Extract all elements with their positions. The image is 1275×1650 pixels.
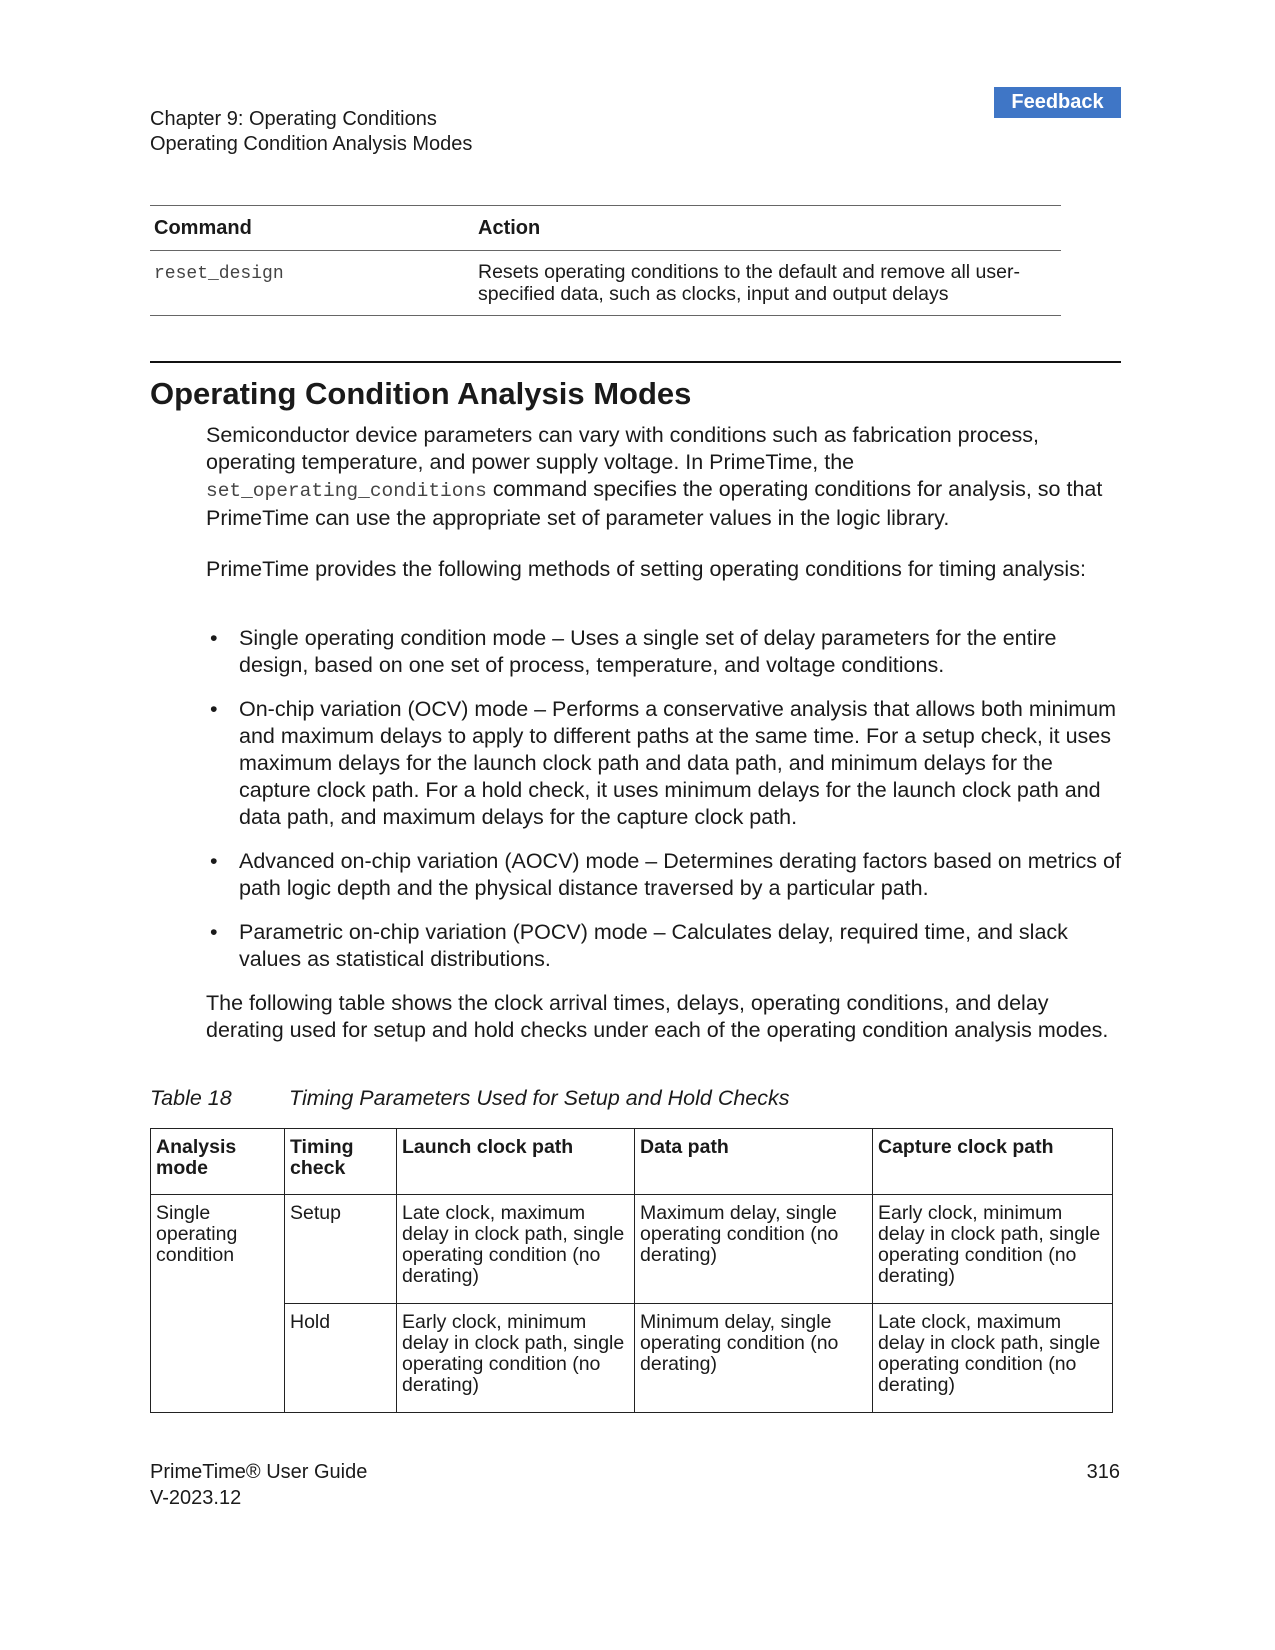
command-table-header-row xyxy=(150,206,1061,251)
table-row xyxy=(150,251,1061,316)
column-header-command: Command xyxy=(150,206,474,251)
table-caption xyxy=(150,1086,790,1111)
launch-clock-cell: Late clock, maximum delay in clock path, single operating condition (no derating) xyxy=(397,1195,635,1304)
table-intro: The following table shows the clock arrival times, delays, operating conditions, and delay derating used for setup and hold checks under each of the operating condition analysis modes. xyxy=(206,991,1109,1042)
table-row xyxy=(151,1304,1113,1413)
table-number: Table 18 xyxy=(150,1086,232,1110)
analysis-mode-cell: Single operating condition xyxy=(151,1195,285,1413)
table-title: Timing Parameters Used for Setup and Hold Checks xyxy=(289,1086,790,1110)
timing-parameters-table xyxy=(150,1128,1113,1413)
column-header-action: Action xyxy=(474,206,1061,251)
section-divider xyxy=(150,361,1121,363)
timing-check-cell: Setup xyxy=(285,1195,397,1304)
list-item: • On-chip variation (OCV) mode – Performs a conservative analysis that allows both minimum and maximum delays to apply to different paths at the same time. For a setup check, it uses maximum delays for the launch clock path and data path, and minimum delays for the capture clock path. For a hold check, it uses minimum delays for the launch clock path and data path, and maximum delays for the capture clock path. xyxy=(206,696,1126,831)
command-code: reset_design xyxy=(154,264,284,284)
command-cell xyxy=(150,251,474,316)
column-header-analysis-mode: Analysis mode xyxy=(151,1129,285,1195)
timing-check-cell: Hold xyxy=(285,1304,397,1413)
column-header-capture-clock-path: Capture clock path xyxy=(873,1129,1113,1195)
column-header-launch-clock-path: Launch clock path xyxy=(397,1129,635,1195)
timing-table-header-row xyxy=(151,1129,1113,1195)
data-path-cell: Maximum delay, single operating condition (no derating) xyxy=(635,1195,873,1304)
methods-list xyxy=(206,625,1126,990)
section-breadcrumb: Operating Condition Analysis Modes xyxy=(150,133,473,155)
intro-paragraph xyxy=(206,422,1121,532)
footer xyxy=(150,1459,367,1511)
intro-command-code: set_operating_conditions xyxy=(206,480,487,502)
command-table xyxy=(150,205,1061,316)
data-path-cell: Minimum delay, single operating condition (no derating) xyxy=(635,1304,873,1413)
page-number: 316 xyxy=(1086,1461,1120,1483)
list-item: • Advanced on-chip variation (AOCV) mode – Determines derating factors based on metrics of path logic depth and the physical distance traversed by a particular path. xyxy=(206,848,1126,902)
footer-guide-title: PrimeTime® User Guide xyxy=(150,1461,368,1483)
list-item: • Parametric on-chip variation (POCV) mode – Calculates delay, required time, and slack values as statistical distributions. xyxy=(206,919,1126,973)
column-header-data-path: Data path xyxy=(635,1129,873,1195)
list-item: • Single operating condition mode – Uses a single set of delay parameters for the entire design, based on one set of process, temperature, and voltage conditions. xyxy=(206,625,1126,679)
intro-text-1: Semiconductor device parameters can vary with conditions such as fabrication process, operating temperature, and power supply voltage. In PrimeTime, the xyxy=(206,423,1039,474)
column-header-timing-check: Timing check xyxy=(285,1129,397,1195)
feedback-button[interactable]: Feedback xyxy=(994,87,1121,118)
capture-clock-cell: Early clock, minimum delay in clock path, single operating condition (no derating) xyxy=(873,1195,1113,1304)
chapter-title: Chapter 9: Operating Conditions xyxy=(150,108,437,130)
capture-clock-cell: Late clock, maximum delay in clock path, single operating condition (no derating) xyxy=(873,1304,1113,1413)
section-title: Operating Condition Analysis Modes xyxy=(150,376,692,411)
methods-intro: PrimeTime provides the following methods of setting operating conditions for timing analysis: xyxy=(206,557,1086,581)
launch-clock-cell: Early clock, minimum delay in clock path, single operating condition (no derating) xyxy=(397,1304,635,1413)
intro-text-2: command specifies the operating conditions for analysis, so that PrimeTime can use the appropriate set of parameter values in the logic library. xyxy=(206,477,1103,530)
action-cell: Resets operating conditions to the default and remove all user-specified data, such as clocks, input and output delays xyxy=(474,251,1061,316)
table-row xyxy=(151,1195,1113,1304)
footer-version: V-2023.12 xyxy=(150,1487,242,1509)
running-header xyxy=(150,107,472,157)
